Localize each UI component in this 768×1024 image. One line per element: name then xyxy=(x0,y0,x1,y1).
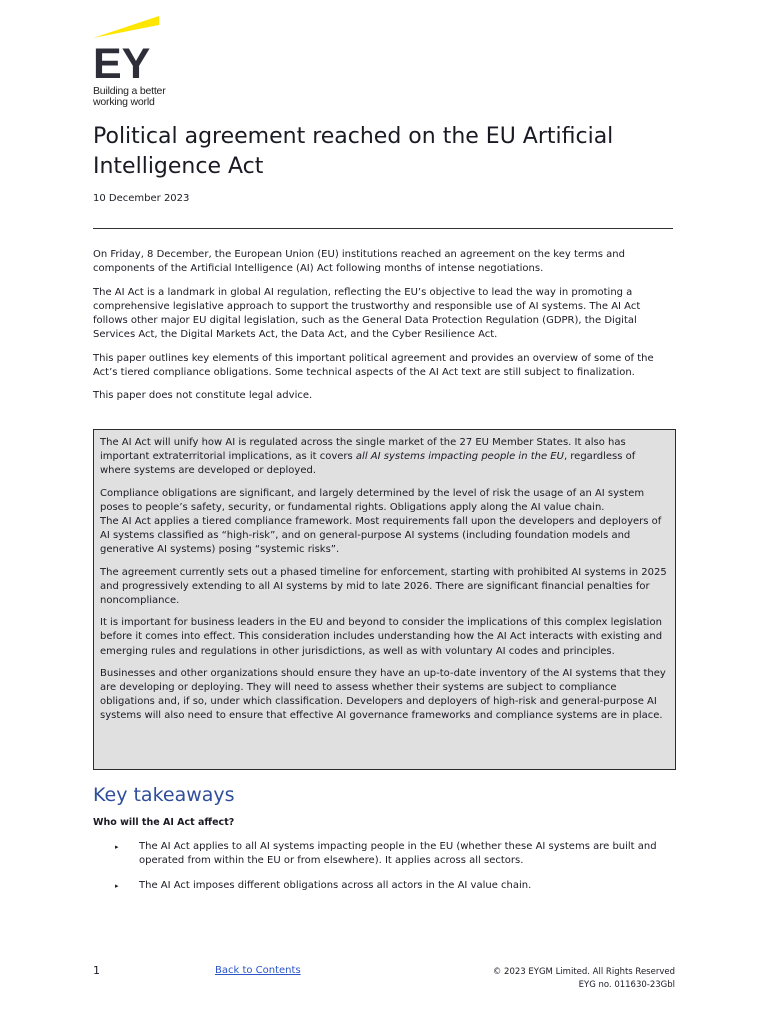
summary-box xyxy=(93,429,676,770)
intro-section xyxy=(93,248,678,413)
list-item-text: The AI Act applies to all AI systems impacting people in the EU (whether these AI systems are built and operated from within the EU or from elsewhere). It applies across all sectors. xyxy=(139,841,657,867)
ey-logo-text: EY xyxy=(93,40,151,84)
takeaways-list xyxy=(115,840,675,903)
summary-paragraph-6: Businesses and other organizations should ensure they have an up-to-date inventory of the AI systems that they are developing or deploying. They will need to assess whether their systems are subject to compliance obligations and, if so, under which classification. Developers and deployers of high-risk and general-purpose AI systems will also need to ensure that effective AI governance frameworks and compliance systems are in place. xyxy=(100,667,666,722)
intro-paragraph: On Friday, 8 December, the European Union (EU) institutions reached an agreement on the key terms and components of the Artificial Intelligence (AI) Act following months of intense negotiations. xyxy=(93,249,625,275)
intro-paragraph: This paper does not constitute legal advice. xyxy=(93,390,313,402)
ey-logo-mark xyxy=(93,16,165,84)
page-number: 1 xyxy=(93,964,100,977)
brand-tagline xyxy=(93,86,165,108)
publication-date: 10 December 2023 xyxy=(93,193,190,204)
summary-p1-text: The AI Act will unify how AI is regulated across the single market of the 27 EU Member States. It also has important extraterritorial implications, as it covers xyxy=(100,437,626,463)
list-item xyxy=(115,840,675,869)
summary-p1-text-end: , regardless of where systems are developed or deployed. xyxy=(100,451,636,477)
list-item-text: The AI Act imposes different obligations across all actors in the AI value chain. xyxy=(139,879,532,891)
back-to-contents-link[interactable]: Back to Contents xyxy=(215,965,301,976)
summary-paragraph-3: The AI Act applies a tiered compliance framework. Most requirements fall upon the developers and deployers of AI systems classified as “high-risk”, and on general-purpose AI systems (including foundation models and generative AI systems) posing “systemic risks”. xyxy=(100,516,662,556)
tagline-line-2: working world xyxy=(93,96,155,108)
copyright-text: © 2023 EYGM Limited. All Rights Reserved xyxy=(492,967,675,977)
intro-paragraph: The AI Act is a landmark in global AI regulation, reflecting the EU’s objective to lead the way in promoting a comprehensive legislative approach to support the trustworthy and responsible use of AI systems. The AI Act follows other major EU digital legislation, such as the General Data Protection Regulation (GDPR), the Digital Services Act, the Digital Markets Act, the Data Act, and the Cyber Resilience Act. xyxy=(93,286,641,341)
intro-paragraph: This paper outlines key elements of this important political agreement and provides an overview of some of the Act’s tiered compliance obligations. Some technical aspects of the AI Act text are still subject to finalization. xyxy=(93,352,654,379)
ey-logo xyxy=(93,16,193,110)
key-takeaways-subheading: Who will the AI Act affect? xyxy=(93,817,235,828)
eyg-number: EYG no. 011630-23Gbl xyxy=(578,979,675,990)
tagline-line-1: Building a better xyxy=(93,85,166,97)
summary-paragraph-1 xyxy=(100,436,668,479)
summary-paragraph-4: The agreement currently sets out a phased timeline for enforcement, starting with prohibited AI systems in 2025 and progressively extending to all AI systems by mid to late 2026. There are significant financial penalties for noncompliance. xyxy=(100,566,667,607)
triangle-bullet-icon: ▸ xyxy=(115,881,119,890)
summary-paragraph-2: Compliance obligations are significant, and largely determined by the level of risk the usage of an AI system poses to people’s safety, security, or fundamental rights. Obligations apply along the AI value chain. xyxy=(100,487,645,513)
triangle-bullet-icon: ▸ xyxy=(115,843,119,851)
header-divider xyxy=(93,228,673,229)
key-takeaways-heading: Key takeaways xyxy=(93,784,235,806)
list-item xyxy=(115,879,675,893)
summary-paragraph-5: It is important for business leaders in the EU and beyond to consider the implications of this complex legislation before it comes into effect. This consideration includes understanding how the AI Act interacts with existing and emerging rules and regulations in other jurisdictions, as well as with voluntary AI codes and principles. xyxy=(100,617,663,657)
summary-p1-emphasis: all AI systems impacting people in the EU xyxy=(355,451,564,463)
footer-copyright-block xyxy=(493,966,675,991)
page-title: Political agreement reached on the EU Artificial Intelligence Act xyxy=(93,124,614,179)
